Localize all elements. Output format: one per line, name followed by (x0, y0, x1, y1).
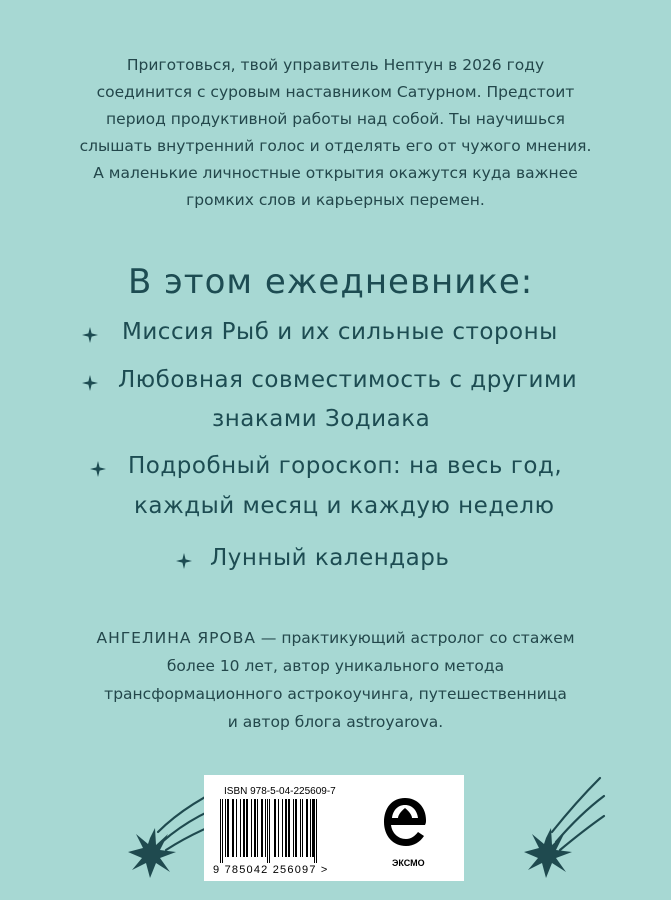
author-line: более 10 лет, автор уникального метода (166, 657, 505, 675)
barcode-bar (278, 799, 279, 857)
feature-item-horoscope-line2: каждый месяц и каждую неделю (134, 493, 555, 519)
author-bio (40, 624, 631, 736)
barcode-bar (306, 799, 308, 857)
barcode-bar (240, 799, 241, 857)
barcode-bar (302, 799, 303, 857)
intro-line: слышать внутренний голос и отделять его от чужого мнения. (79, 137, 592, 155)
four-point-star-icon (82, 327, 98, 343)
barcode-bar (269, 799, 270, 863)
barcode-bar (225, 799, 226, 857)
intro-line: Приготовься, твой управитель Нептун в 2026 году (126, 56, 545, 74)
author-name: АНГЕЛИНА ЯРОВА (96, 629, 256, 647)
author-line: и автор блога astroyarova. (227, 713, 444, 731)
intro-line: А маленькие личностные открытия окажутся куда важнее (93, 164, 578, 182)
author-line (40, 624, 631, 652)
barcode-bar (220, 799, 221, 863)
barcode-bar (236, 799, 237, 857)
barcode-bar (265, 799, 266, 857)
barcode-bar (232, 799, 234, 857)
four-point-star-icon (90, 461, 106, 477)
barcode-bar (251, 799, 252, 857)
barcode-bar (222, 799, 223, 863)
barcode-bar (288, 799, 290, 857)
four-point-star-icon (82, 375, 98, 391)
barcode-bar (254, 799, 256, 857)
barcode-bar (316, 799, 317, 863)
intro-paragraph (60, 52, 611, 214)
barcode-bar (267, 799, 268, 863)
author-line1-rest: — практикующий астролог со стажем (255, 629, 575, 647)
barcode-bar (295, 799, 297, 857)
barcode-bar (227, 799, 229, 857)
intro-line: громких слов и карьерных перемен. (186, 191, 485, 209)
barcode-bar (312, 799, 314, 857)
shooting-star-icon (488, 770, 608, 880)
intro-line: соединится с суровым наставником Сатурном. Предстоит (96, 83, 575, 101)
feature-item-mission: Миссия Рыб и их сильные стороны (122, 319, 558, 345)
author-line: трансформационного астрокоучинга, путешественница (104, 685, 567, 703)
barcode-bar (314, 799, 315, 863)
barcode-bar (261, 799, 263, 857)
barcode-bar (243, 799, 245, 857)
four-point-star-icon (176, 553, 192, 569)
isbn-label: ISBN 978-5-04-225609-7 (224, 786, 336, 797)
feature-item-horoscope: Подробный гороскоп: на весь год, (128, 453, 563, 479)
barcode-bar (282, 799, 283, 857)
publisher-name: ЭКСМО (392, 858, 425, 868)
intro-line: период продуктивной работы над собой. Ты научишься (106, 110, 565, 128)
barcode-bar (257, 799, 258, 857)
barcode-bar (285, 799, 287, 857)
barcode-digits: 9 785042 256097 > (213, 864, 329, 876)
barcode-bar (293, 799, 294, 857)
barcode-bar (246, 799, 248, 857)
feature-item-compatibility: Любовная совместимость с другими (118, 367, 578, 393)
feature-item-lunar-calendar: Лунный календарь (210, 545, 450, 571)
features-heading: В этом ежедневнике: (128, 262, 534, 302)
barcode-bar (300, 799, 301, 857)
barcode-bars (218, 799, 368, 863)
feature-item-compatibility-line2: знаками Зодиака (212, 406, 431, 432)
eksmo-logo (380, 794, 430, 856)
barcode-bar (274, 799, 276, 857)
barcode-bar (310, 799, 311, 857)
